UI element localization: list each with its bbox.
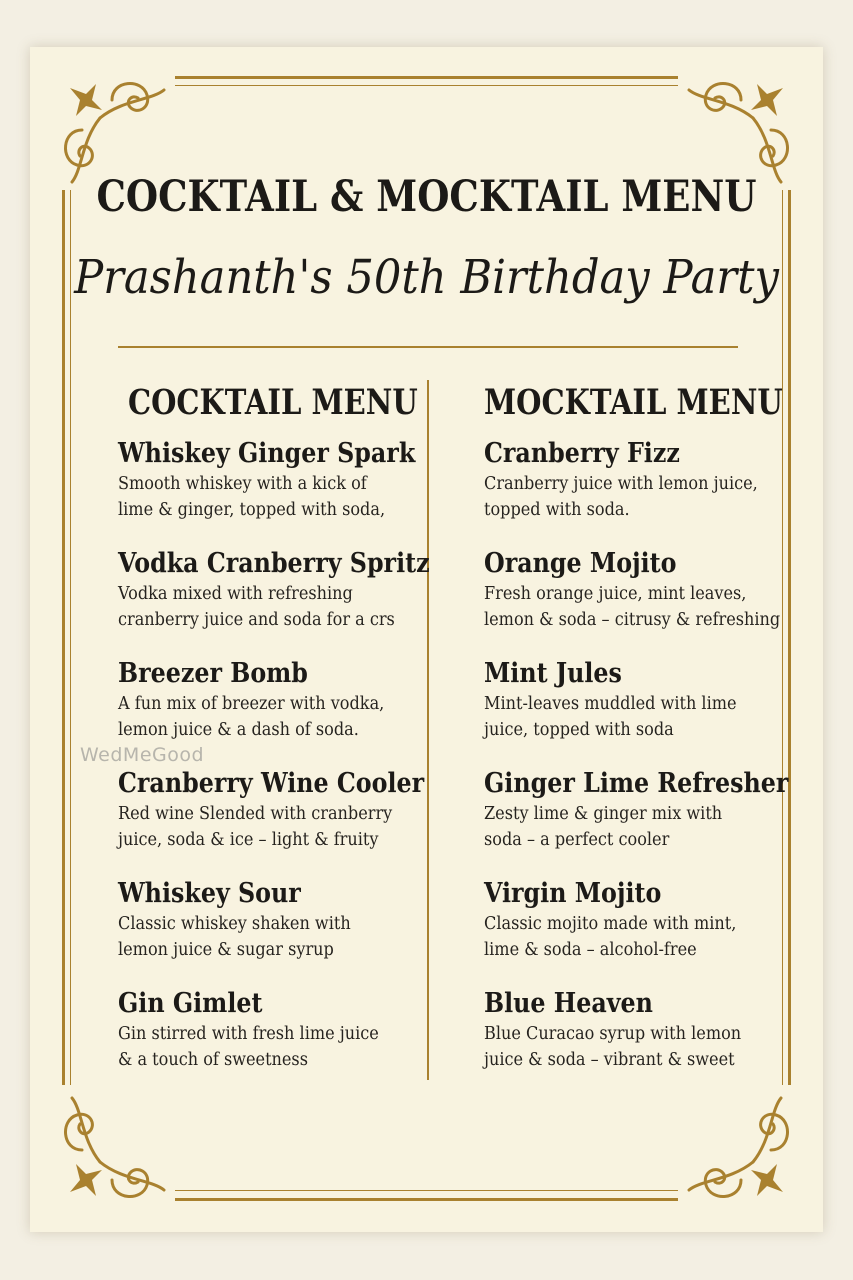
frame-left-line-inner <box>70 190 71 1085</box>
mocktail-column <box>484 382 789 1097</box>
item-name: Whiskey Sour <box>118 878 301 909</box>
menu-item <box>118 877 448 987</box>
item-description: Red wine Slended with cranberry juice, soda & ice – light & fruity <box>118 804 393 850</box>
item-description: Vodka mixed with refreshing cranberry juice and soda for a crs <box>118 584 395 630</box>
cocktail-heading: COCKTAIL MENU <box>128 382 418 423</box>
frame-left-line <box>62 190 65 1085</box>
item-name: Whiskey Ginger Spark <box>118 438 416 469</box>
menu-item <box>484 657 784 767</box>
item-description: Smooth whiskey with a kick of lime & ginger, topped with soda, <box>118 474 386 520</box>
item-description: Classic mojito made with mint, lime & soda – alcohol-free <box>484 914 737 960</box>
menu-item <box>118 767 448 877</box>
item-name: Virgin Mojito <box>484 878 662 909</box>
menu-item <box>484 987 784 1097</box>
item-name: Cranberry Fizz <box>484 438 680 469</box>
menu-title: COCKTAIL & MOCKTAIL MENU <box>96 172 757 222</box>
menu-item <box>484 437 784 547</box>
item-description: Cranberry juice with lemon juice, topped with soda. <box>484 474 758 520</box>
item-description: Zesty lime & ginger mix with soda – a perfect cooler <box>484 804 723 850</box>
item-description: Classic whiskey shaken with lemon juice & sugar syrup <box>118 914 351 960</box>
item-description: Fresh orange juice, mint leaves, lemon & soda – citrusy & refreshing <box>484 584 781 630</box>
mocktail-heading: MOCKTAIL MENU <box>484 382 783 423</box>
menu-subtitle: Prashanth's 50th Birthday Party <box>74 250 779 305</box>
item-name: Blue Heaven <box>484 988 653 1019</box>
menu-item <box>118 547 448 657</box>
corner-ornament-icon <box>683 70 801 188</box>
menu-item <box>484 877 784 987</box>
frame-bottom-line <box>175 1198 678 1201</box>
item-description: Mint-leaves muddled with lime juice, topped with soda <box>484 694 737 740</box>
menu-item <box>484 547 784 657</box>
corner-ornament-icon <box>52 1092 170 1210</box>
frame-top-line-inner <box>175 85 678 86</box>
menu-item <box>118 987 448 1097</box>
menu-item <box>484 767 789 877</box>
menu-item <box>118 437 448 547</box>
frame-top-line <box>175 76 678 79</box>
item-name: Vodka Cranberry Spritz <box>118 548 430 579</box>
item-name: Orange Mojito <box>484 548 677 579</box>
corner-ornament-icon <box>52 70 170 188</box>
header-divider <box>118 346 738 348</box>
item-description: Gin stirred with fresh lime juice & a touch of sweetness <box>118 1024 379 1070</box>
frame-bottom-line-inner <box>175 1190 678 1191</box>
item-name: Cranberry Wine Cooler <box>118 768 425 799</box>
item-description: Blue Curacao syrup with lemon juice & soda – vibrant & sweet <box>484 1024 742 1070</box>
corner-ornament-icon <box>683 1092 801 1210</box>
item-name: Gin Gimlet <box>118 988 263 1019</box>
watermark: WedMeGood <box>80 744 205 766</box>
cocktail-column <box>118 382 448 1097</box>
item-name: Ginger Lime Refresher <box>484 768 789 799</box>
item-name: Breezer Bomb <box>118 658 308 689</box>
item-description: A fun mix of breezer with vodka, lemon juice & a dash of soda. <box>118 694 385 740</box>
item-name: Mint Jules <box>484 658 622 689</box>
